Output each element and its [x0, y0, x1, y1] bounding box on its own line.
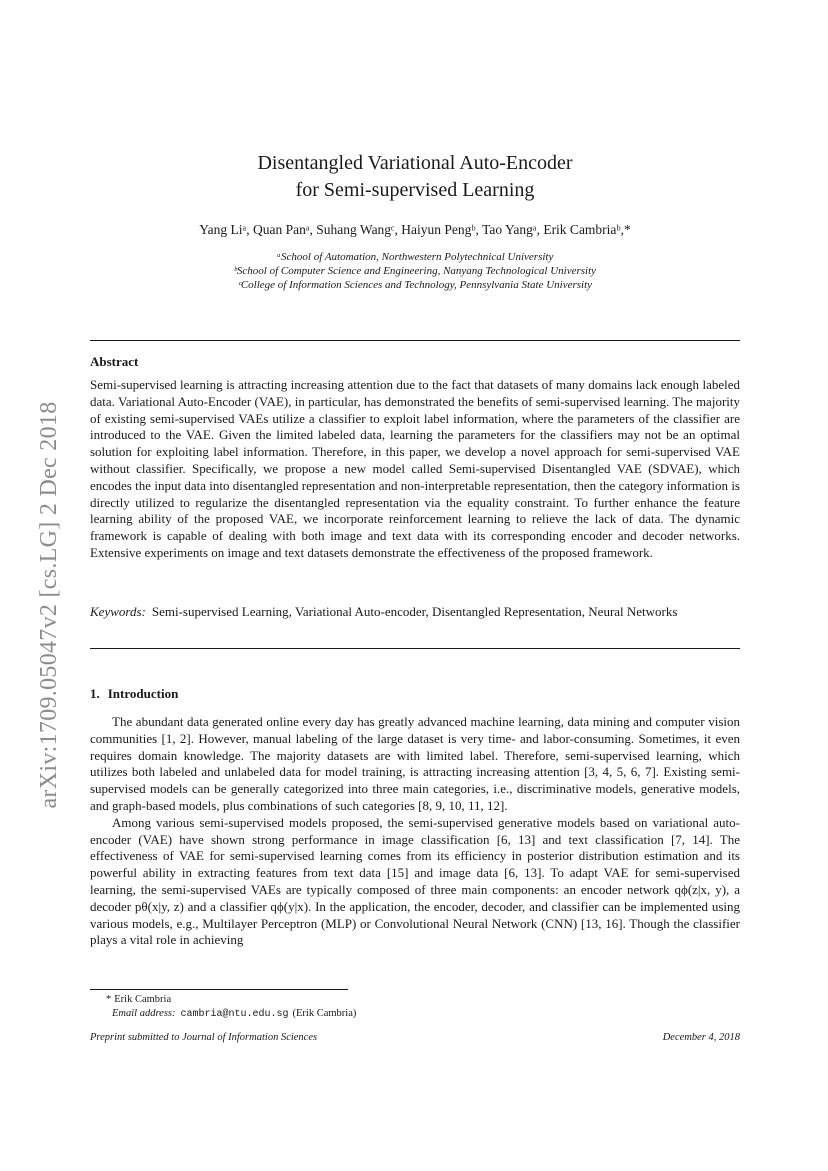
- footnote-email-owner: (Erik Cambria): [292, 1008, 357, 1019]
- abstract-text: Semi-supervised learning is attracting increasing attention due to the fact that datasets of many domains lack enough labeled data. Variational Auto-Encoder (VAE), in particular, has demonstrated the benefits of semi-supervised learning. The majority of existing semi-supervised VAEs utilize a classifier to exploit label information, where the parameters of the classifier are introduced to the VAE. Given the limited labeled data, learning the parameters for the classifiers may not be an optimal solution for exploiting label information. Therefore, in this paper, we develop a novel approach for semi-supervised VAE without classifier. Specifically, we propose a new model called Semi-supervised Disentangled VAE (SDVAE), which encodes the input data into disentangled representation and non-interpretable representation, then the category information is directly utilized to regularize the disentangled representation via the equality constraint. To further enhance the feature learning ability of the proposed VAE, we incorporate reinforcement learning to relieve the lack of data. The dynamic framework is capable of dealing with both image and text data with its corresponding encoder and decoder networks. Extensive experiments on image and text datasets demonstrate the effectiveness of the proposed framework.: [90, 377, 740, 560]
- arxiv-identifier: arXiv:1709.05047v2 [cs.LG] 2 Dec 2018: [36, 401, 62, 809]
- title-line-2: for Semi-supervised Learning: [295, 179, 535, 201]
- introduction-body: [90, 714, 740, 949]
- footer-date: December 4, 2018: [662, 1032, 740, 1043]
- abstract-top-rule: [90, 340, 740, 341]
- section-heading-introduction: [90, 686, 178, 702]
- footnote-line-2: [106, 1007, 356, 1022]
- affiliation-a: ᵃSchool of Automation, Northwestern Polytechnical University: [276, 251, 554, 263]
- footnote-mark: *: [106, 994, 112, 1005]
- abstract-bottom-rule: [90, 648, 740, 649]
- title-line-1: Disentangled Variational Auto-Encoder: [257, 152, 573, 174]
- affiliation-c: ᶜCollege of Information Sciences and Technology, Pennsylvania State University: [237, 279, 593, 291]
- keywords-text: Semi-supervised Learning, Variational Auto-encoder, Disentangled Representation, Neural Networks: [151, 604, 678, 619]
- section-title: Introduction: [107, 686, 179, 701]
- footnote-name: Erik Cambria: [114, 994, 172, 1005]
- intro-paragraph-2: Among various semi-supervised models proposed, the semi-supervised generative models based on variational auto-encoder (VAE) have shown strong performance in image classification [6, 13] and text classification [7, 14]. The effectiveness of VAE for semi-supervised learning comes from its efficiency in posterior distribution estimation and its powerful ability in extracting features from text data [15] and image data [6, 13]. To adapt VAE for semi-supervised learning, the semi-supervised VAEs are typically composed of three main components: an encoder network qϕ(z|x, y), a decoder pθ(x|y, z) and a classifier qϕ(y|x). In the application, the encoder, decoder, and classifier can be implemented using various models, e.g., Multilayer Perceptron (MLP) or Convolutional Neural Network (CNN) [13, 16]. Though the classifier plays a vital role in achieving: [90, 814, 740, 948]
- intro-paragraph-1: The abundant data generated online every day has greatly advanced machine learning, data mining and computer vision communities [1, 2]. However, manual labeling of the large dataset is very time- and labor-consuming. Sometimes, it even requires domain knowledge. The majority datasets are with limited label. Therefore, semi-supervised learning, which utilizes both labeled and unlabeled data for model training, is attracting increasing attention [3, 4, 5, 6, 7]. Existing semi-supervised models can be generally categorized into three main categories, i.e., discriminative models, generative models, and graph-based models, plus combinations of such categories [8, 9, 10, 11, 12].: [90, 714, 740, 813]
- footnote: [106, 993, 356, 1022]
- footnote-email-link[interactable]: cambria@ntu.edu.sg: [180, 1009, 289, 1020]
- affiliation-b: ᵇSchool of Computer Science and Engineering, Nanyang Technological University: [233, 265, 597, 277]
- footnote-line-1: [106, 993, 356, 1007]
- footnote-rule: [90, 989, 348, 990]
- author-list: Yang Liᵃ, Quan Panᵃ, Suhang Wangᶜ, Haiyun Pengᵇ, Tao Yangᵃ, Erik Cambriaᵇ,*: [199, 222, 631, 237]
- footer-journal: Preprint submitted to Journal of Information Sciences: [90, 1032, 318, 1043]
- keywords-label: Keywords:: [90, 604, 146, 619]
- affiliations: [90, 250, 740, 292]
- footnote-email-label: Email address:: [112, 1008, 176, 1019]
- paper-title: [90, 150, 740, 204]
- keywords: [90, 604, 740, 621]
- section-number: 1.: [90, 686, 100, 701]
- abstract-heading: Abstract: [90, 354, 139, 369]
